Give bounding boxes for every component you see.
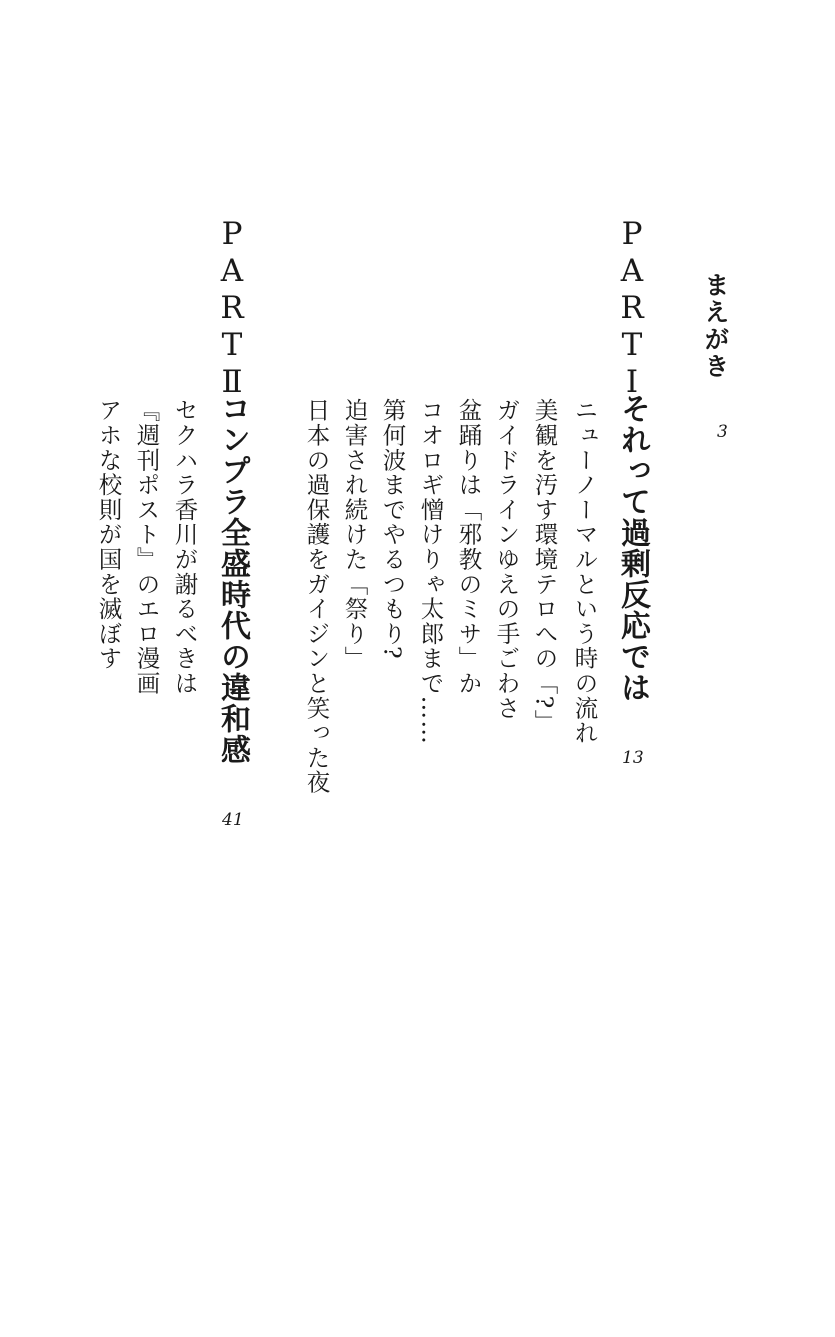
part-1-entry-4: 盆踊りは「邪教のミサ」か — [454, 398, 483, 696]
part-2-title: コンプラ全盛時代の違和感 — [215, 393, 250, 765]
part-1-label: PARTⅠ — [614, 216, 650, 401]
part-1-entry-2: 美観を汚す環境テロへの「?」 — [530, 398, 559, 735]
part-2-entry-1: セクハラ香川が謝るべきは — [170, 398, 199, 696]
part-2-entry-2: 『週刊ポスト』のエロ漫画 — [132, 398, 161, 696]
part-1-entry-8: 日本の過保護をガイジンと笑った夜 — [302, 398, 331, 795]
part-1-entry-3: ガイドラインゆえの手ごわさ — [492, 398, 521, 721]
part-1-entry-5: コオロギ憎けりゃ太郎まで…… — [416, 398, 445, 746]
preface-title: まえがき — [701, 272, 730, 380]
part-1-title: それって過剰反応では — [615, 393, 650, 703]
part-1-entry-7: 迫害され続けた「祭り」 — [340, 398, 369, 671]
part-2-page-number: 41 — [222, 810, 244, 830]
preface-page-number: 3 — [717, 422, 728, 442]
part-1-entry-6: 第何波までやるつもり? — [378, 398, 407, 660]
part-1-page-number: 13 — [622, 748, 644, 768]
part-1-entry-1: ニューノーマルという時の流れ — [570, 398, 599, 746]
part-2-entry-3: アホな校則が国を滅ぼす — [94, 398, 123, 671]
part-2-label: PARTⅡ — [214, 216, 250, 401]
